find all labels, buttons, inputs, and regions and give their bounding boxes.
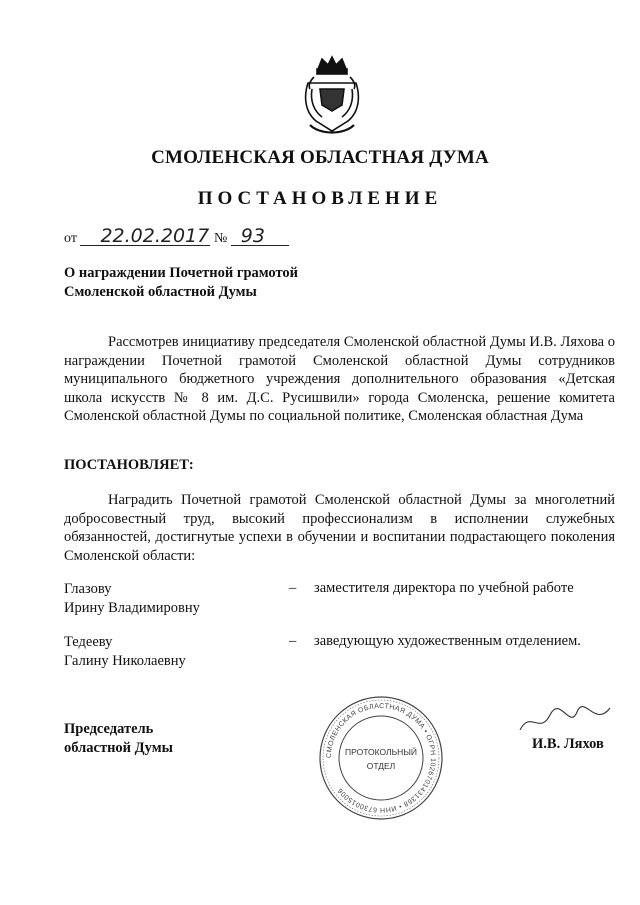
awardee-given-names: Ирину Владимировну (64, 599, 200, 616)
awardee-surname: Тедееву (64, 634, 113, 650)
coat-of-arms-emblem (300, 55, 364, 139)
resolves-heading: ПОСТАНОВЛЯЕТ: (64, 457, 194, 473)
organization-title: СМОЛЕНСКАЯ ОБЛАСТНАЯ ДУМА (151, 147, 489, 168)
subject-line-2: Смоленской областной Думы (64, 284, 257, 300)
awardee-dash: – (289, 580, 297, 596)
handwritten-date: 22.02.2017 (80, 227, 210, 246)
number-prefix: № (213, 231, 228, 246)
awardee-given-names: Галину Николаевну (64, 652, 186, 669)
decision-paragraph (64, 491, 615, 565)
awardee-dash: – (289, 633, 297, 649)
preamble-text: Рассмотрев инициативу председателя Смоленской областной Думы И.В. Ляхова о награждении Почетной грамотой Смоленской областной Думы сотрудников муниципального бюджетного учреждения дополнительного образования «Детская школа искусств № 8 им. Д.С. Русишвили» города Смоленска, решение комитета Смоленской областной Думы по социальной политике, Смоленская областная Дума (64, 334, 615, 424)
date-number-line (64, 227, 289, 247)
signature-title-line-2: областной Думы (64, 740, 173, 756)
official-stamp (318, 695, 444, 821)
signatory-name: И.В. Ляхов (532, 736, 604, 752)
date-prefix: от (64, 231, 77, 246)
signature-title-line-1: Председатель (64, 721, 154, 737)
awardee-surname: Глазову (64, 581, 112, 597)
handwritten-number: 93 (231, 227, 289, 246)
stamp-ring-text: СМОЛЕНСКАЯ ОБЛАСТНАЯ ДУМА • ОГРН 1026701431368 • ИНН 6730015006 (325, 702, 437, 814)
awardee-name-2 (64, 633, 186, 670)
stamp-text-line-1: ПРОТОКОЛЬНЫЙ (345, 747, 417, 757)
subject-line-1: О награждении Почетной грамотой (64, 265, 299, 281)
signature-title (64, 720, 173, 758)
svg-text:СМОЛЕНСКАЯ ОБЛАСТНАЯ ДУМА • ОГ (326, 703, 436, 813)
awardee-position-2: заведующую художественным отделением. (314, 633, 581, 649)
handwritten-signature (515, 700, 615, 740)
awardee-name-1 (64, 580, 200, 617)
stamp-text-line-2: ОТДЕЛ (366, 761, 396, 771)
document-subject (64, 264, 298, 302)
awardee-position-1: заместителя директора по учебной работе (314, 580, 574, 596)
decision-text: Наградить Почетной грамотой Смоленской областной Думы за многолетний добросовестный труд, высокий профессионализм в исполнении служебных обязанностей, достигнутые успехи в обучении и воспитании подрастающего поколения Смоленской области: (64, 492, 615, 564)
preamble-paragraph (64, 333, 615, 426)
document-type: ПОСТАНОВЛЕНИЕ (197, 188, 443, 209)
